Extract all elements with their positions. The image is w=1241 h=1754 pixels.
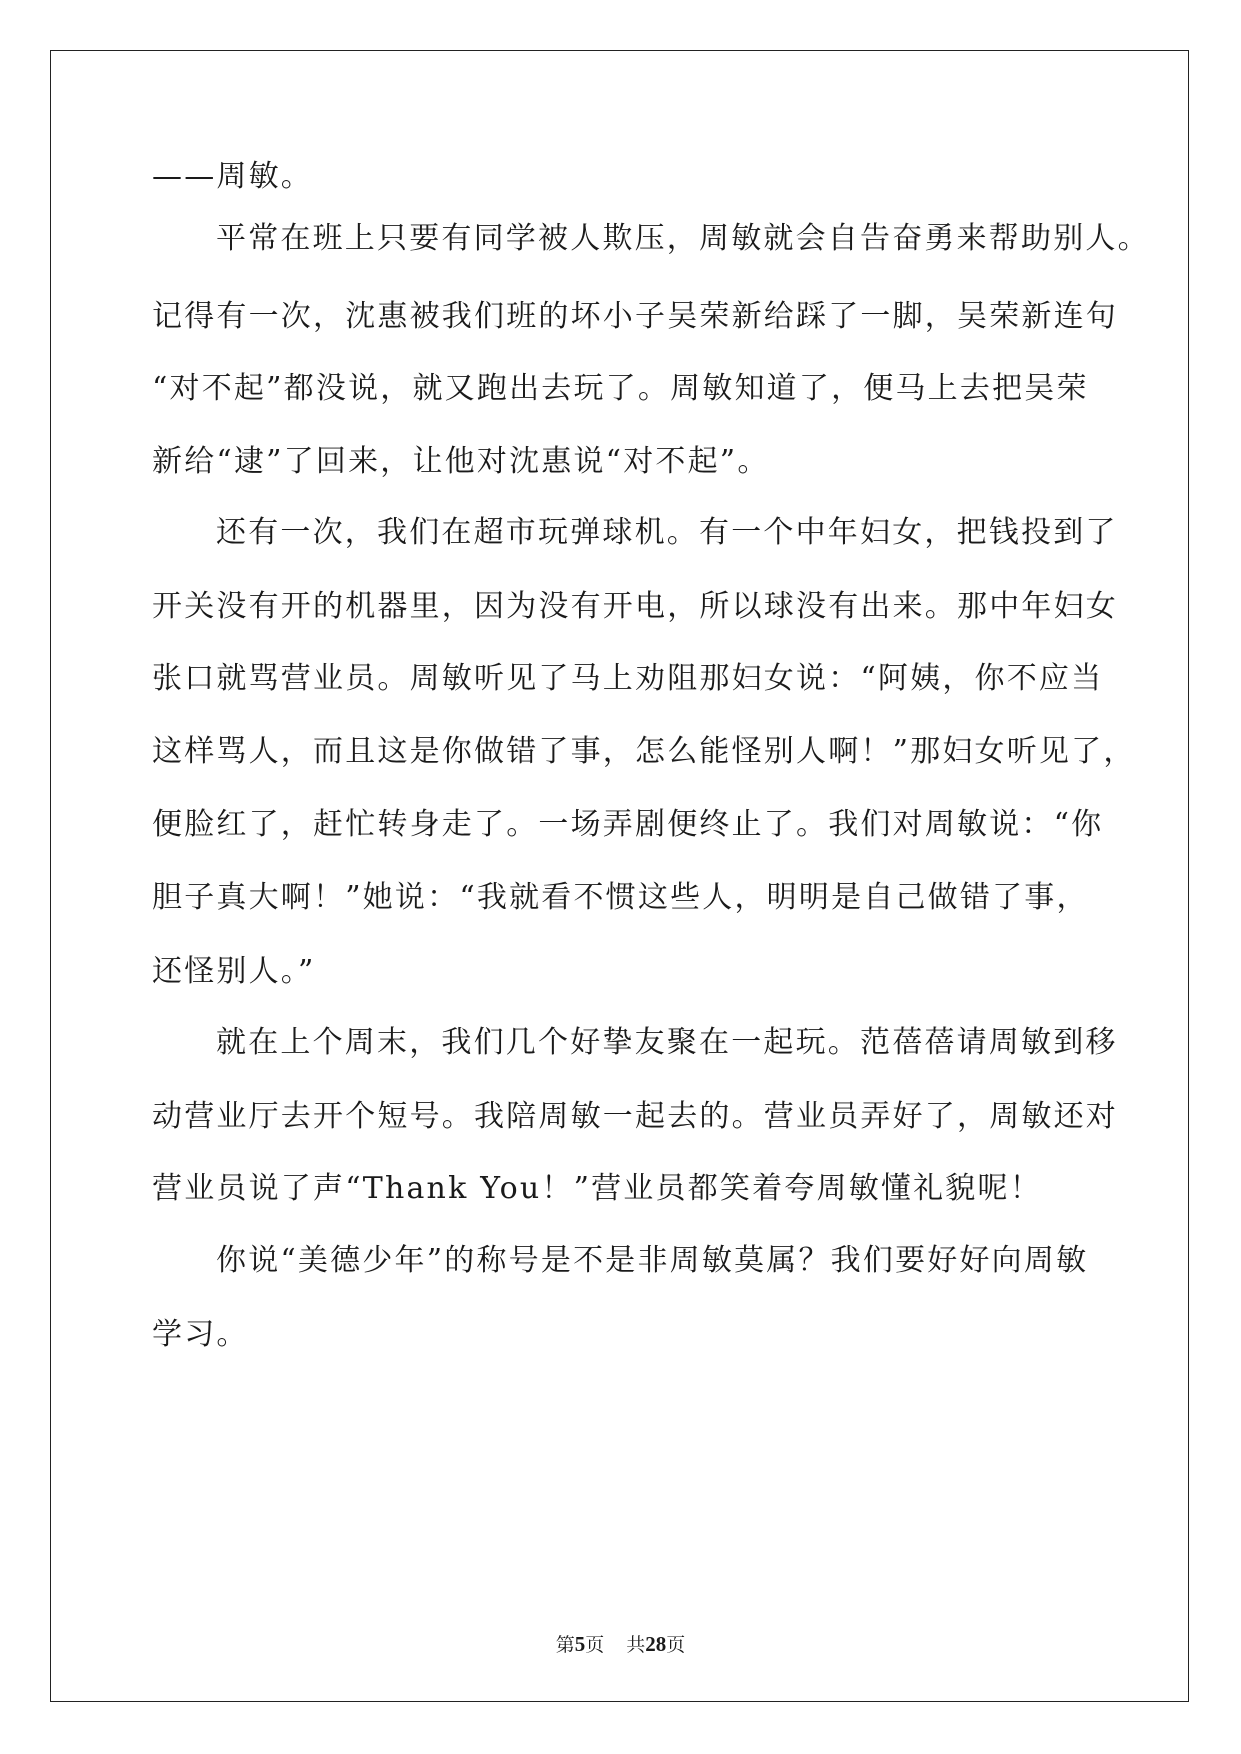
paragraph-start-line: 还有一次，我们在超市玩弹球机。有一个中年妇女，把钱投到了 [216, 515, 1118, 550]
text-line: 新给“逮”了回来，让他对沈惠说“对不起”。 [152, 444, 770, 479]
text-line: 便脸红了，赶忙转身走了。一场弄剧便终止了。我们对周敏说：“你 [152, 807, 1104, 842]
text-line: 胆子真大啊！”她说：“我就看不惯这些人，明明是自己做错了事， [152, 880, 1089, 915]
text-line: 营业员说了声“Thank You！”营业员都笑着夸周敏懂礼貌呢！ [152, 1171, 1042, 1206]
text-line: 张口就骂营业员。周敏听见了马上劝阻那妇女说：“阿姨，你不应当 [152, 661, 1104, 696]
footer-page-number: 5 [574, 1632, 586, 1656]
footer-page-prefix: 第 [555, 1634, 575, 1656]
footer-total-pages: 28 [645, 1632, 667, 1656]
text-line: 学习。 [152, 1317, 249, 1352]
paragraph-start-line: 就在上个周末，我们几个好挚友聚在一起玩。范蓓蓓请周敏到移 [216, 1025, 1118, 1060]
text-line: “对不起”都没说，就又跑出去玩了。周敏知道了，便马上去把吴荣 [152, 371, 1089, 406]
text-line: ——周敏。 [152, 159, 313, 194]
page-number-footer [0, 1630, 1241, 1657]
text-line: 还怪别人。” [152, 954, 316, 989]
paragraph-start-line: 平常在班上只要有同学被人欺压，周敏就会自告奋勇来帮助别人。 [216, 221, 1150, 256]
footer-total-suffix: 页 [666, 1634, 686, 1656]
text-line: 记得有一次，沈惠被我们班的坏小子吴荣新给踩了一脚，吴荣新连句 [152, 299, 1118, 334]
text-line: 这样骂人，而且这是你做错了事，怎么能怪别人啊！”那妇女听见了， [152, 734, 1136, 769]
paragraph-start-line: 你说“美德少年”的称号是不是非周敏莫属？我们要好好向周敏 [216, 1243, 1089, 1278]
footer-page-suffix: 页 [585, 1634, 605, 1656]
footer-total-prefix: 共 [626, 1634, 646, 1656]
text-line: 开关没有开的机器里，因为没有开电，所以球没有出来。那中年妇女 [152, 589, 1118, 624]
text-line: 动营业厅去开个短号。我陪周敏一起去的。营业员弄好了，周敏还对 [152, 1099, 1118, 1134]
